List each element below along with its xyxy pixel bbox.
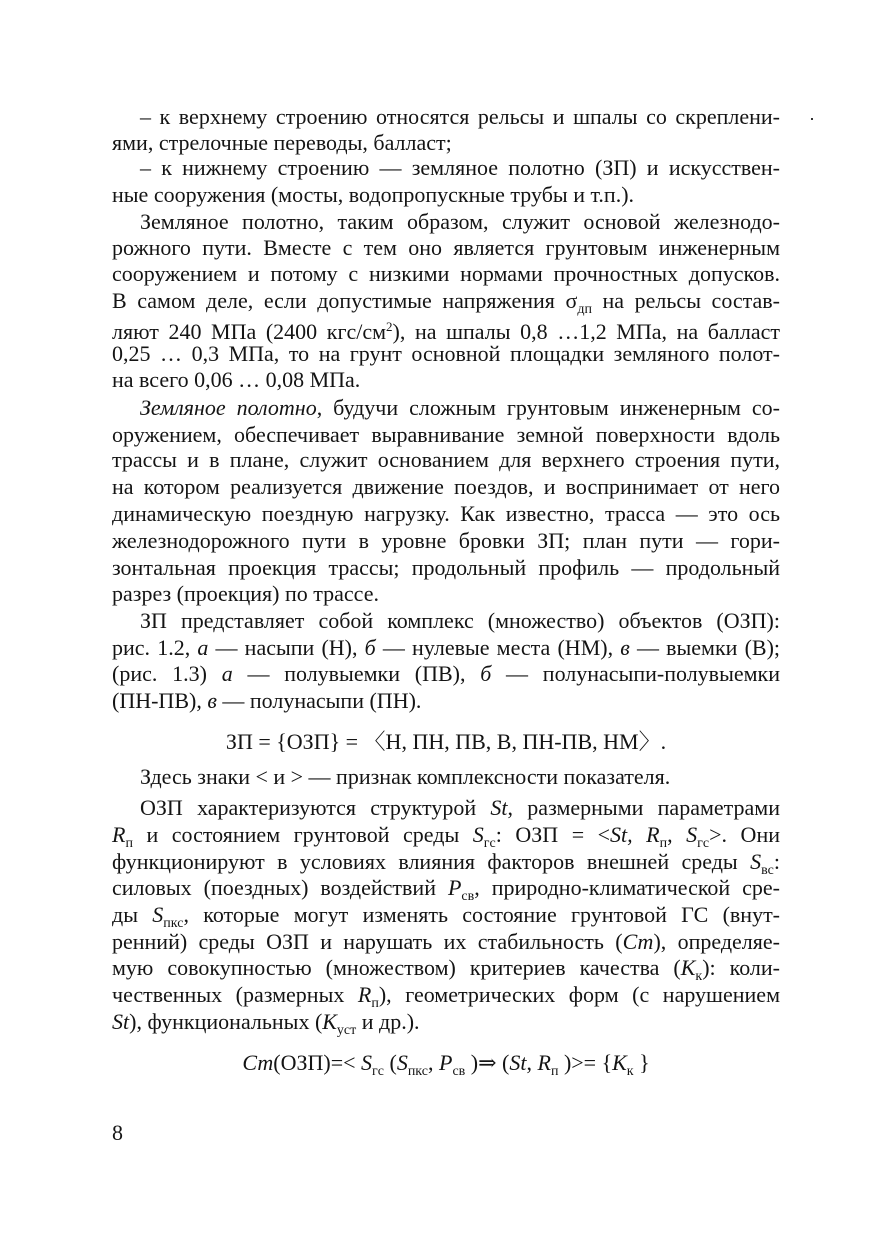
text-run: и состоянием грунтовой среды <box>132 822 473 847</box>
text-line <box>112 314 780 344</box>
text-line <box>112 661 780 687</box>
text-line <box>112 688 780 714</box>
text-run: на котором реализуется движение поездов, и воспринимает от него <box>112 474 780 499</box>
text-line <box>112 422 780 448</box>
text-run: — насыпи (Н), <box>208 635 365 660</box>
text-run: ляют 240 МПа (2400 кгс/см <box>112 319 387 344</box>
text-line <box>112 501 780 527</box>
italic-text: Земляное полотно <box>140 395 317 420</box>
text-run: ями, стрелочные переводы, балласт; <box>112 130 452 155</box>
page-number: 8 <box>112 1120 123 1145</box>
italic-text: Ст <box>622 929 654 954</box>
italic-text: R <box>112 822 126 847</box>
text-line <box>112 367 780 393</box>
text-run: 0,25 … 0,3 МПа, то на грунт основной площадки земляного полот- <box>112 341 780 366</box>
text-run: ): коли- <box>702 955 780 980</box>
italic-text: К <box>612 1050 627 1075</box>
text-run: мую совокупностью (множеством) критериев качества ( <box>112 955 681 980</box>
italic-text: S <box>361 1050 373 1075</box>
text-run: : <box>773 849 780 874</box>
subscript: гс <box>697 836 710 851</box>
italic-text: S <box>750 849 762 874</box>
text-line <box>112 341 780 367</box>
text-line <box>112 581 780 607</box>
text-run: — полунасыпи (ПН). <box>216 688 422 713</box>
text-line <box>112 875 780 904</box>
italic-text: а <box>197 635 209 660</box>
text-run: — нулевые места (НМ), <box>375 635 621 660</box>
subscript: гс <box>483 836 496 851</box>
text-run: ( <box>383 1050 397 1075</box>
text-run: — выемки (В); <box>629 635 781 660</box>
italic-text: К <box>680 955 696 980</box>
text-line <box>112 902 781 931</box>
subscript: п <box>125 836 133 851</box>
text-line <box>112 288 780 317</box>
italic-text: Ст <box>242 1050 274 1075</box>
text-run: оружением, обеспечивает выравнивание земной поверхности вдоль <box>112 422 780 447</box>
text-run: рис. 1.2, <box>112 635 198 660</box>
text-line <box>112 955 780 984</box>
text-run: >. Они <box>709 822 780 847</box>
subscript: дп <box>577 302 592 317</box>
text-run: силовых (поездных) воздействий <box>112 875 448 900</box>
text-line <box>112 555 780 581</box>
italic-text: S <box>686 822 698 847</box>
subscript: уст <box>336 1023 357 1038</box>
text-run: , <box>427 1050 439 1075</box>
text-line <box>112 635 780 661</box>
text-run: , размерными параметрами <box>507 795 780 820</box>
subscript: св <box>461 889 475 904</box>
text-line <box>112 982 780 1011</box>
text-run: зонтальная проекция трассы; продольный профиль — продольный <box>112 555 780 580</box>
text-run: )⇒ ( <box>465 1050 510 1075</box>
text-line <box>112 447 780 473</box>
text-run: железнодорожного пути в уровне бровки ЗП; план пути — гори- <box>112 528 780 553</box>
text-line <box>112 130 780 156</box>
text-run: В самом деле, если допустимые напряжения σ <box>112 288 578 313</box>
subscript: п <box>659 836 668 851</box>
italic-text: P <box>447 875 462 900</box>
subscript: п <box>550 1064 559 1079</box>
italic-text: б <box>480 661 492 686</box>
text-run: ЗП представляет собой комплекс (множество) объектов (ОЗП): <box>140 608 780 633</box>
text-run: ды <box>112 902 153 927</box>
italic-text: S <box>152 902 164 927</box>
text-run: , <box>526 1050 538 1075</box>
text-line <box>112 1009 780 1038</box>
italic-text: б <box>364 635 376 660</box>
text-run: , которые могут изменять состояние грунтовой ГС (внут- <box>183 902 781 927</box>
text-line <box>112 929 780 955</box>
text-line <box>112 235 780 261</box>
text-run: сооружением и потому с низкими нормами прочностных допусков. <box>112 261 780 286</box>
italic-text: P <box>438 1050 453 1075</box>
text-run: ренний) среды ОЗП и нарушать их стабильность ( <box>112 929 623 954</box>
subscript: п <box>371 996 379 1011</box>
text-run: динамическую поездную нагрузку. Как известно, трасса — это ось <box>112 501 780 526</box>
text-run: трассы и в плане, служит основанием для верхнего строения пути, <box>112 447 780 472</box>
text-run: разрез (проекция) по трассе. <box>112 581 379 606</box>
text-run: ОЗП характеризуются структурой <box>140 795 491 820</box>
italic-text: St <box>490 795 508 820</box>
text-run: ), функциональных ( <box>129 1009 323 1034</box>
subscript: к <box>695 969 703 984</box>
text-run: – к верхнему строению относятся рельсы и шпалы со скреплени- <box>140 104 780 129</box>
text-run: Здесь знаки < и > — признак комплексности показателя. <box>140 764 671 789</box>
text-line <box>140 608 780 634</box>
text-line <box>140 104 780 130</box>
text-run: функционируют в условиях влияния факторов внешней среды <box>112 849 751 874</box>
text-run: , будучи сложным грунтовым инженерным со- <box>316 395 780 420</box>
speck <box>811 118 813 120</box>
text-run: (рис. 1.3) <box>112 661 222 686</box>
text-run: )>= { <box>558 1050 613 1075</box>
italic-text: S <box>396 1050 408 1075</box>
text-run: (ПН-ПВ), <box>112 688 208 713</box>
subscript: гс <box>372 1064 384 1079</box>
text-line <box>140 764 780 790</box>
italic-text: R <box>357 982 372 1007</box>
text-line <box>112 182 780 208</box>
subscript: пкс <box>407 1064 428 1079</box>
text-run: — полувыемки (ПВ), <box>232 661 481 686</box>
text-run: ), на шпалы 0,8 …1,2 МПа, на балласт <box>392 319 780 344</box>
text-line <box>112 474 780 500</box>
superscript: 2 <box>386 319 393 334</box>
subscript: вс <box>761 863 774 878</box>
formula-line <box>112 1050 780 1079</box>
text-run: на рельсы состав- <box>591 288 780 313</box>
subscript: к <box>626 1064 634 1079</box>
text-line <box>140 395 780 421</box>
formula-line <box>112 729 780 755</box>
italic-text: St <box>509 1050 527 1075</box>
text-line <box>112 261 780 287</box>
text-run: рожного пути. Вместе с тем оно является грунтовым инженерным <box>112 235 780 260</box>
italic-text: S <box>472 822 484 847</box>
text-run: на всего 0,06 … 0,08 МПа. <box>112 367 361 392</box>
text-run: и др.). <box>356 1009 420 1034</box>
text-run: Земляное полотно, таким образом, служит основой железнодо- <box>140 209 780 234</box>
text-line <box>140 795 780 821</box>
italic-text: в <box>207 688 217 713</box>
italic-text: R <box>537 1050 551 1075</box>
italic-text: в <box>620 635 630 660</box>
subscript: пкс <box>163 916 184 931</box>
text-run: , природно-климатической сре- <box>474 875 780 900</box>
text-line <box>112 528 780 554</box>
text-run: (ОЗП)=< <box>273 1050 362 1075</box>
text-line <box>112 822 780 851</box>
text-line <box>140 209 780 235</box>
text-run: } <box>633 1050 650 1075</box>
italic-text: St <box>112 1009 130 1034</box>
text-run: – к нижнему строению — земляное полотно (ЗП) и искусствен- <box>140 155 780 180</box>
text-run: ные сооружения (мосты, водопропускные трубы и т.п.). <box>112 182 635 207</box>
italic-text: а <box>221 661 233 686</box>
text-run: ), определяе- <box>653 929 780 954</box>
subscript: св <box>452 1064 466 1079</box>
text-run: — полунасыпи-полувыемки <box>491 661 780 686</box>
text-run: чественных (размерных <box>112 982 358 1007</box>
text-line <box>112 849 780 878</box>
italic-text: St, R <box>610 822 660 847</box>
text-run: ), геометрических форм (с нарушением <box>378 982 780 1007</box>
italic-text: К <box>322 1009 337 1034</box>
text-run: ЗП = {ОЗП} = 〈Н, ПН, ПВ, В, ПН-ПВ, НМ〉. <box>225 729 667 754</box>
text-line <box>140 155 780 181</box>
text-run: , <box>667 822 687 847</box>
text-run: : ОЗП = < <box>495 822 611 847</box>
